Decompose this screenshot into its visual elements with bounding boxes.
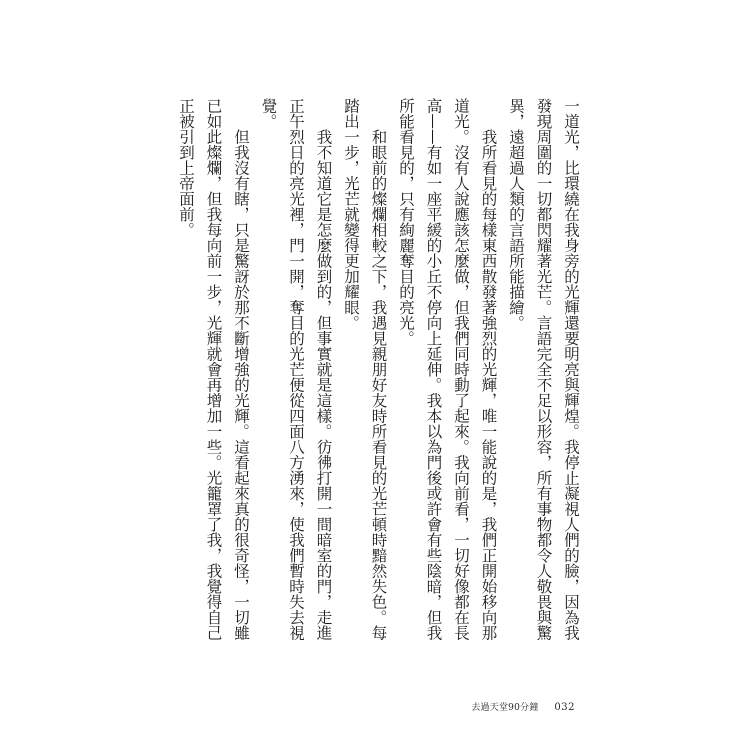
running-book-title: 去過天堂90分鐘	[471, 703, 539, 713]
text-line: 所能看見的，只有絢麗奪目的亮光。	[397, 98, 415, 346]
text-line: 道光。沒有人說應該怎麼做，但我們同時動了起來。我向前看，一切好像都在長	[452, 98, 470, 641]
text-line: 一道光，比環繞在我身旁的光輝還要明亮與輝煌。我停止凝視人們的臉，因為我	[562, 98, 580, 641]
text-line: 高——有如一座平緩的小丘不停向上延伸。我本以為門後或許會有些陰暗，但我	[424, 98, 443, 641]
paragraph	[172, 98, 255, 658]
text-line: 我所看見的每樣東西散發著強烈的光輝，唯一能說的是，我們正開始移向那	[479, 129, 498, 641]
text-line: 發現周圍的一切都閃耀著光芒。言語完全不足以形容，所有事物都令人敬畏與驚	[534, 98, 553, 641]
paragraph	[254, 98, 337, 658]
page-footer	[471, 700, 575, 713]
page-body-text	[171, 98, 584, 658]
text-line: 異，遠超過人類的言語所能描繪。	[507, 98, 525, 331]
text-line: 踏出一步，光芒就變得更加耀眼。	[342, 98, 360, 331]
text-line: 我不知道它是怎麼做到的，但事實就是這樣。彷彿打開一間暗室的門，走進	[314, 129, 333, 641]
text-line: 和眼前的燦爛相較之下，我遇見親朋好友時所看見的光芒頓時黯然失色。每	[369, 129, 388, 641]
text-line: 但我沒有瞎，只是驚訝於那不斷增強的光輝。這看起來真的很奇怪，一切雖	[232, 129, 250, 641]
paragraph	[337, 98, 392, 658]
page-number: 032	[554, 702, 575, 713]
paragraph	[392, 98, 502, 658]
text-line: 正被引到上帝面前。	[177, 98, 195, 238]
text-line: 已如此燦爛，但我每向前一步，光輝就會再增加一些。光籠罩了我，我覺得自己	[204, 98, 223, 641]
paragraph	[502, 98, 585, 658]
text-line: 覺。	[259, 98, 278, 129]
text-line: 正午烈日的亮光裡，門一開，奪目的光芒便從四面八方湧來，使我們暫時失去視	[287, 98, 305, 641]
